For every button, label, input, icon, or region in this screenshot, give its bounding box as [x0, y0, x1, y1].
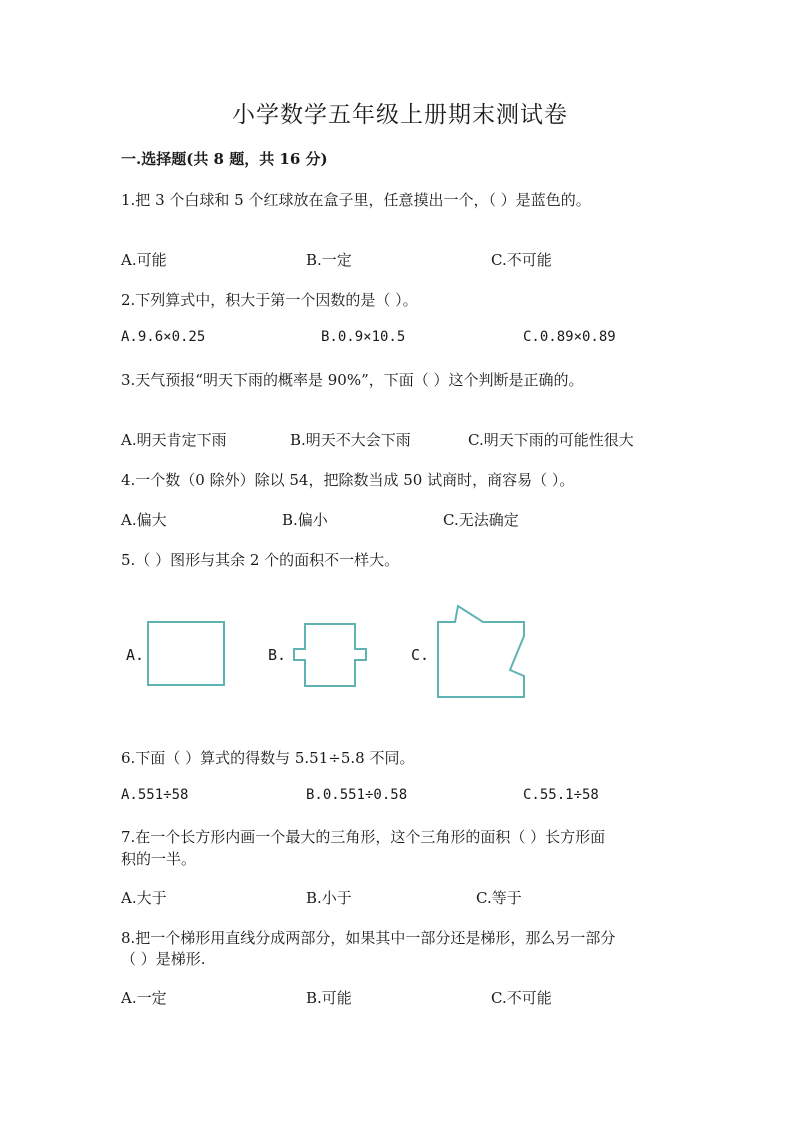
shape-a-rectangle: [148, 622, 224, 685]
q2-option-c: C.0.89×0.89: [523, 329, 616, 345]
question-1: 1.把 3 个白球和 5 个红球放在盒子里，任意摸出一个，（ ）是蓝色的。: [121, 191, 591, 209]
q1-option-a: A.可能: [121, 251, 167, 269]
q8-option-a: A.一定: [121, 989, 167, 1007]
q6-option-b: B.0.551÷0.58: [306, 787, 408, 803]
question-8-line-2: （ ）是梯形.: [121, 950, 206, 968]
figure-label-a: A.: [126, 646, 145, 664]
q3-option-b: B.明天不大会下雨: [290, 431, 411, 449]
section-heading: 一.选择题(共 8 题，共 16 分): [121, 150, 328, 168]
q4-option-a: A.偏大: [121, 511, 167, 529]
question-7-line-1: 7.在一个长方形内画一个最大的三角形，这个三角形的面积（ ）长方形面: [121, 828, 606, 846]
shape-b-cross: [294, 624, 366, 686]
q2-option-a: A.9.6×0.25: [121, 329, 206, 345]
question-4: 4.一个数（0 除外）除以 54，把除数当成 50 试商时，商容易（ ）。: [121, 471, 575, 489]
figure-label-b: B.: [268, 646, 287, 664]
q6-option-c: C.55.1÷58: [523, 787, 599, 803]
q7-option-a: A.大于: [121, 889, 167, 907]
q4-option-b: B.偏小: [282, 511, 328, 529]
q8-option-c: C.不可能: [491, 989, 552, 1007]
question-7-line-2: 积的一半。: [121, 850, 197, 868]
q6-option-a: A.551÷58: [121, 787, 189, 803]
question-3: 3.天气预报“明天下雨的概率是 90%”，下面（ ）这个判断是正确的。: [121, 371, 584, 389]
question-2: 2.下列算式中，积大于第一个因数的是（ ）。: [121, 291, 418, 309]
q8-option-b: B.可能: [306, 989, 352, 1007]
q7-option-b: B.小于: [306, 889, 352, 907]
q3-option-c: C.明天下雨的可能性很大: [468, 431, 634, 449]
q4-option-c: C.无法确定: [443, 511, 519, 529]
page-title: 小学数学五年级上册期末测试卷: [232, 102, 568, 128]
q1-option-c: C.不可能: [491, 251, 552, 269]
question-8-line-1: 8.把一个梯形用直线分成两部分，如果其中一部分还是梯形，那么另一部分: [121, 929, 616, 947]
question-6: 6.下面（ ）算式的得数与 5.51÷5.8 不同。: [121, 749, 415, 767]
q3-option-a: A.明天肯定下雨: [121, 431, 227, 449]
q7-option-c: C.等于: [476, 889, 522, 907]
q1-option-b: B.一定: [306, 251, 352, 269]
q2-option-b: B.0.9×10.5: [321, 329, 406, 345]
figure-label-c: C.: [411, 646, 430, 664]
question-5: 5.（ ）图形与其余 2 个的面积不一样大。: [121, 551, 400, 569]
shape-c-polygon: [438, 606, 524, 697]
